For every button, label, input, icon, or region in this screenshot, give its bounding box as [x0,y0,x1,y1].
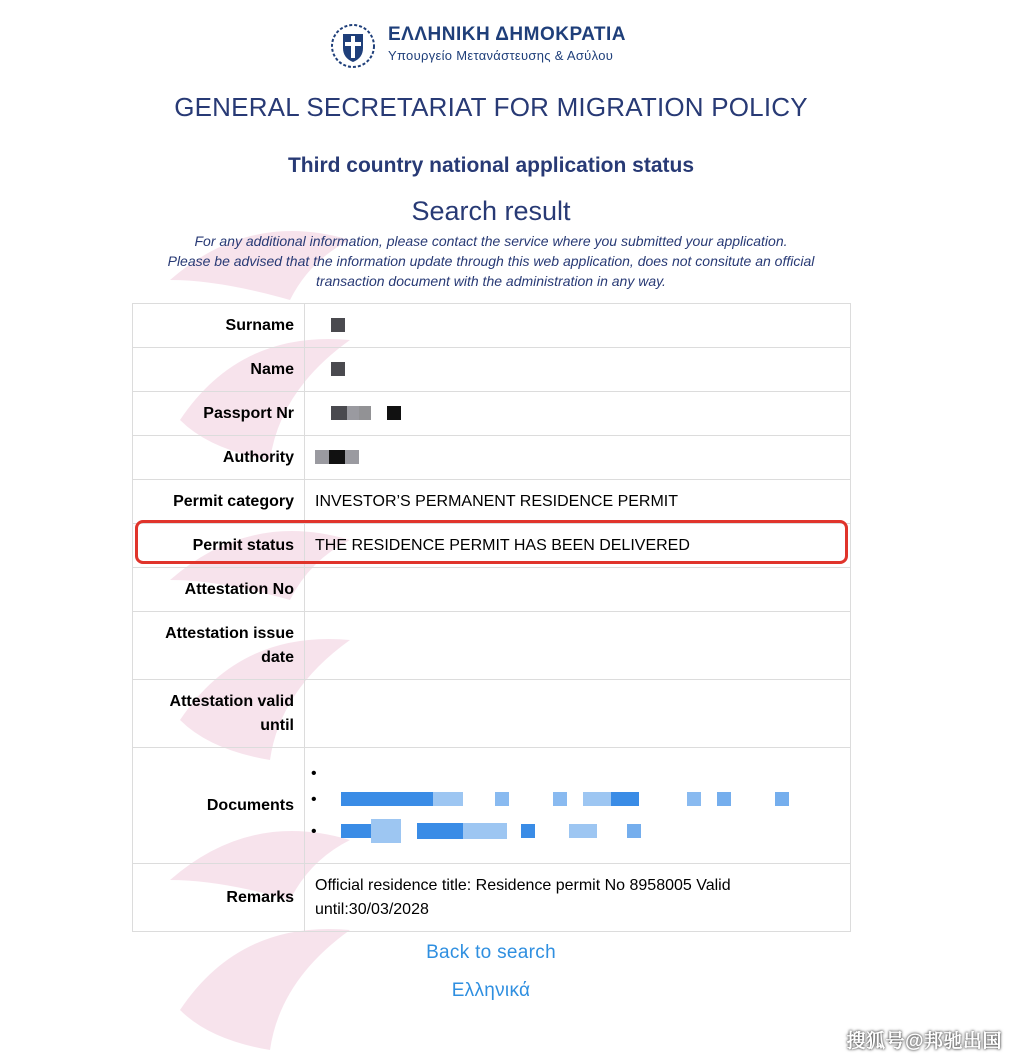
table-row-attestation-no [133,568,851,612]
attestation-issue-label [133,612,305,680]
redacted-link [627,824,641,838]
passport-label: Passport Nr [133,392,305,436]
redacted-block [331,318,345,332]
permit-category-value: INVESTOR’S PERMANENT RESIDENCE PERMIT [305,480,851,524]
documents-label: Documents [133,748,305,864]
surname-value [305,304,851,348]
remarks-line-2: until:30/03/2028 [315,900,429,918]
table-row-attestation-valid-until [133,680,851,748]
notice-line-2: Please be advised that the information update through this web application, does not consitute an official [167,253,815,269]
table-row-name [133,348,851,392]
table-row-documents [133,748,851,864]
footer-links [0,942,982,1002]
page-subtitle: Third country national application status [287,154,695,177]
list-item[interactable] [311,813,850,851]
greek-language-link[interactable]: Ελληνικά [451,980,531,1001]
attestation-no-label: Attestation No [133,568,305,612]
page-header [0,20,1024,72]
notice-line-3: transaction document with the administration in any way. [316,273,666,289]
application-status-table [132,303,851,932]
greek-coat-of-arms-icon [328,22,378,70]
documents-value [305,748,851,864]
redacted-block [331,406,347,420]
redacted-link [495,792,509,806]
attestation-valid-label-line-2: until [260,716,294,734]
redacted-link [569,824,597,838]
name-label: Name [133,348,305,392]
attestation-issue-value [305,612,851,680]
permit-status-label: Permit status [133,524,305,568]
redacted-link [775,792,789,806]
redacted-block [359,406,371,420]
redacted-link [417,823,463,839]
redacted-link [341,824,371,838]
redacted-block [329,450,345,464]
redacted-link [341,792,433,806]
redacted-block [345,450,359,464]
remarks-label: Remarks [133,864,305,932]
attestation-valid-label-line-1: Attestation valid [169,692,294,710]
source-watermark-text: 搜狐号@邦驰出国 [846,1031,1002,1052]
notice-line-1: For any additional information, please contact the service where you submitted your application. [194,233,788,249]
redacted-link [583,792,611,806]
attestation-valid-value [305,680,851,748]
redacted-link [611,792,639,806]
ministry-name: Υπουργείο Μετανάστευσης & Ασύλου [388,48,614,63]
redacted-link [521,824,535,838]
name-value [305,348,851,392]
redacted-link [463,823,507,839]
permit-category-label: Permit category [133,480,305,524]
authority-label: Authority [133,436,305,480]
remarks-value [305,864,851,932]
list-item[interactable] [311,787,850,813]
permit-status-value: THE RESIDENCE PERMIT HAS BEEN DELIVERED [305,524,851,568]
table-row-authority [133,436,851,480]
list-item [311,761,850,787]
authority-value [305,436,851,480]
attestation-issue-label-line-1: Attestation issue [165,624,294,642]
redacted-block [331,362,345,376]
government-name: ΕΛΛΗΝΙΚΗ ΔΗΜΟΚΡΑΤΙΑ [388,24,626,45]
table-row-passport [133,392,851,436]
remarks-line-1: Official residence title: Residence permit No 8958005 Valid [315,876,731,894]
redacted-link [687,792,701,806]
table-row-permit-category [133,480,851,524]
table-row-attestation-issue-date [133,612,851,680]
table-row-remarks [133,864,851,932]
info-notice [120,231,862,291]
table-row-surname [133,304,851,348]
secretariat-title: GENERAL SECRETARIAT FOR MIGRATION POLICY [174,92,808,122]
search-result-title: Search result [411,196,571,226]
redacted-block [387,406,401,420]
table-row-permit-status [133,524,851,568]
passport-value [305,392,851,436]
attestation-no-value [305,568,851,612]
redacted-link [553,792,567,806]
redacted-block [315,450,329,464]
documents-list [305,761,850,851]
redacted-link [433,792,463,806]
surname-label: Surname [133,304,305,348]
attestation-valid-label [133,680,305,748]
back-to-search-link[interactable]: Back to search [426,942,556,963]
redacted-link [717,792,731,806]
redacted-block [347,406,359,420]
attestation-issue-label-line-2: date [261,648,294,666]
redacted-link [371,819,401,843]
